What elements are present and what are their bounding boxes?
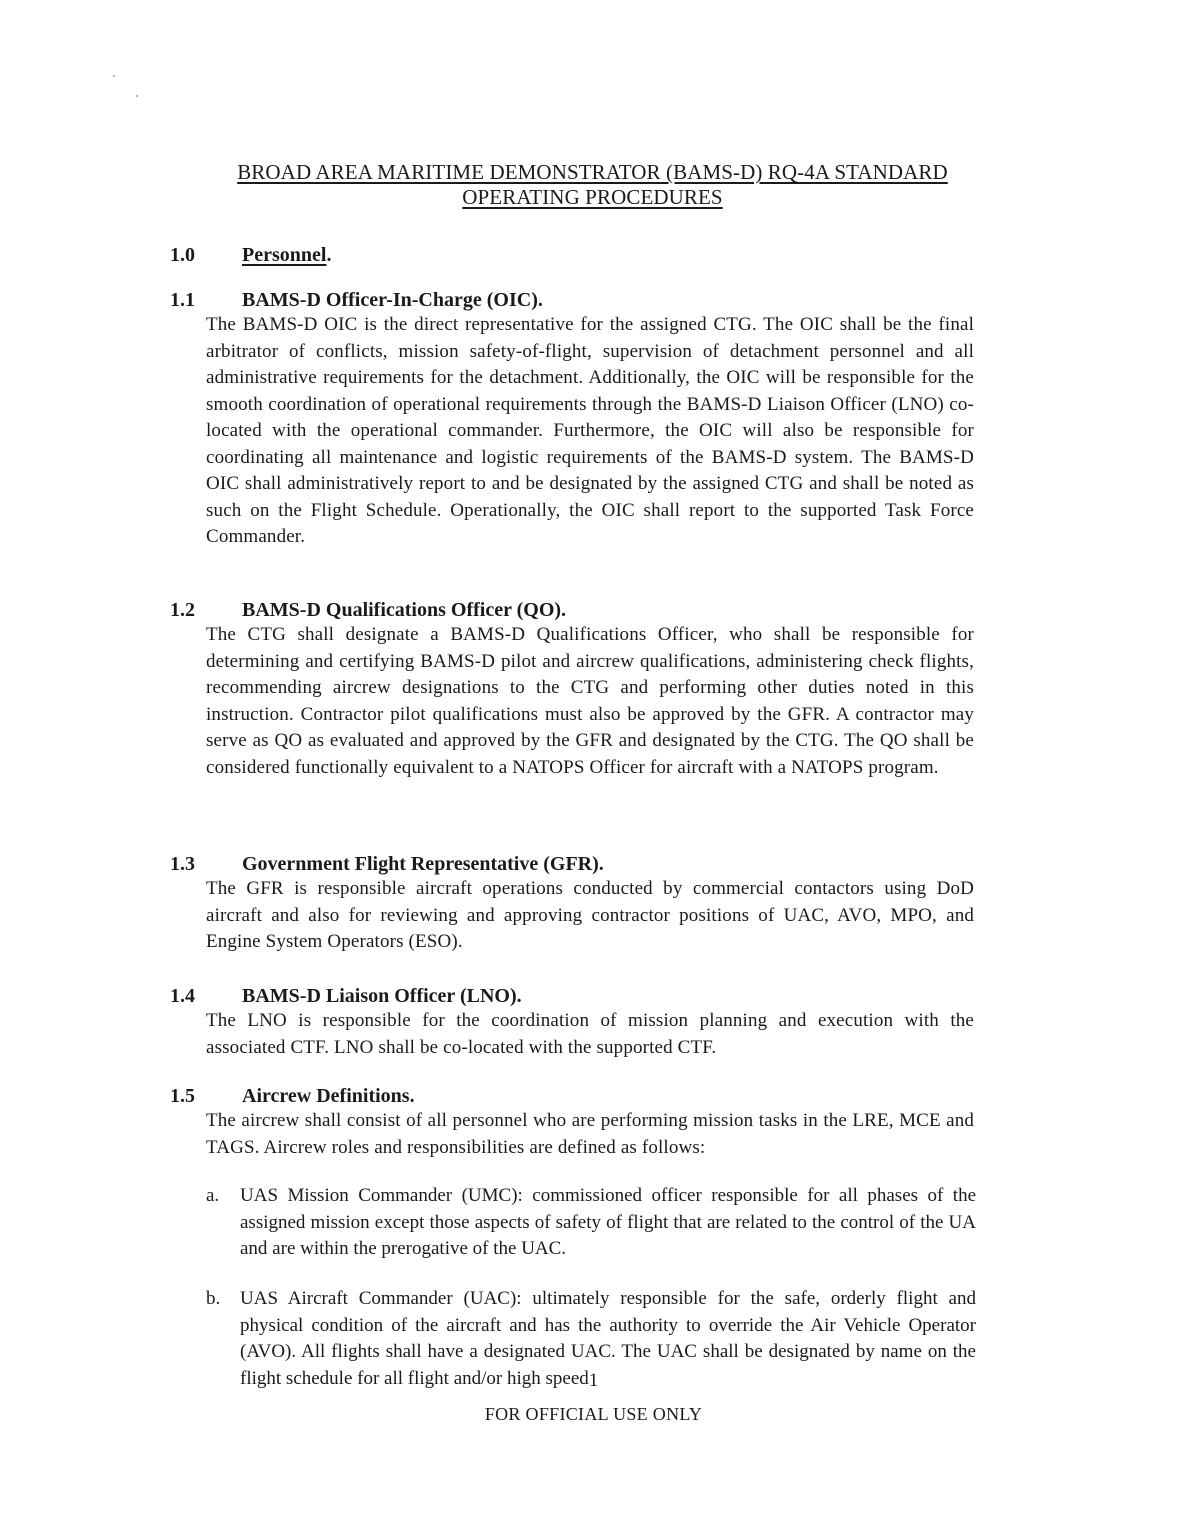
page-number: 1 — [588, 1370, 599, 1391]
title-line-1: BROAD AREA MARITIME DEMONSTRATOR (BAMS-D) RQ-4A STANDARD — [237, 160, 948, 184]
list-item-text: UAS Mission Commander (UMC): commissioned officer responsible for all phases of the assigned mission except those aspects of safety of flight that are related to the control of the UA and are within the prerogative of the UAC. — [240, 1185, 976, 1259]
section-title-suffix: . — [326, 244, 332, 266]
document-title — [150, 160, 1035, 210]
section-1-3-paragraph: The GFR is responsible aircraft operations conducted by commercial contactors using DoD aircraft and also for reviewing and approving contractor positions of UAC, AVO, MPO, and Engine System Operators (ESO). — [206, 878, 974, 952]
section-1-2-paragraph: The CTG shall designate a BAMS-D Qualifications Officer, who shall be responsible for determining and certifying BAMS-D pilot and aircrew qualifications, administering check flights, recommending aircrew designations to the CTG and performing other duties noted in this instruction. Contractor pilot qualifications must also be approved by the GFR. A contractor may serve as QO as evaluated and approved by the GFR and designated by the CTG. The QO shall be considered functionally equivalent to a NATOPS Officer for aircraft with a NATOPS program. — [206, 624, 974, 778]
section-1-2-heading — [170, 598, 566, 622]
section-number: 1.4 — [170, 985, 195, 1007]
section-1-4-heading — [170, 984, 522, 1008]
section-1-5-paragraph: The aircrew shall consist of all personnel who are performing mission tasks in the LRE, MCE and TAGS. Aircrew roles and responsibilities are defined as follows: — [206, 1110, 974, 1158]
list-item — [206, 1183, 976, 1263]
scan-speck — [136, 95, 138, 97]
section-number: 1.2 — [170, 599, 195, 621]
list-marker: a. — [206, 1185, 220, 1206]
section-1-1-paragraph: The BAMS-D OIC is the direct representative for the assigned CTG. The OIC shall be the final arbitrator of conflicts, mission safety-of-flight, supervision of detachment personnel and all administrative requirements for the detachment. Additionally, the OIC will be responsible for the smooth coordination of operational requirements through the BAMS-D Liaison Officer (LNO) co-located with the operational commander. Furthermore, the OIC will also be responsible for coordinating all maintenance and logistic requirements of the BAMS-D system. The BAMS-D OIC shall administratively report to and be designated by the assigned CTG and shall be noted as such on the Flight Schedule. Operationally, the OIC shall report to the supported Task Force Commander. — [206, 314, 974, 547]
section-title: Aircrew Definitions. — [242, 1085, 415, 1107]
section-number: 1.0 — [170, 244, 195, 266]
section-number: 1.1 — [170, 289, 195, 311]
title-line-2: OPERATING PROCEDURES — [462, 185, 723, 209]
section-number: 1.5 — [170, 1085, 195, 1107]
section-title: BAMS-D Liaison Officer (LNO). — [242, 985, 522, 1007]
section-number: 1.3 — [170, 853, 195, 875]
section-1-0-heading — [170, 243, 331, 267]
list-item-text: UAS Aircraft Commander (UAC): ultimately responsible for the safe, orderly flight and physical condition of the aircraft and has the authority to override the Air Vehicle Operator (AVO). All flights shall have a designated UAC. The UAC shall be designated by name on the flight schedule for all flight and/or high speed — [240, 1288, 976, 1389]
section-1-3-heading — [170, 852, 604, 876]
section-1-4-paragraph: The LNO is responsible for the coordination of mission planning and execution with the associated CTF. LNO shall be co-located with the supported CTF. — [206, 1010, 974, 1058]
section-1-1-heading — [170, 288, 543, 312]
section-1-5-heading — [170, 1084, 415, 1108]
section-title: Personnel — [242, 244, 327, 266]
footer-classification: FOR OFFICIAL USE ONLY — [484, 1404, 703, 1424]
section-title: BAMS-D Officer-In-Charge (OIC). — [242, 289, 543, 311]
section-title: BAMS-D Qualifications Officer (QO). — [242, 599, 567, 621]
scan-speck — [113, 75, 115, 77]
section-title: Government Flight Representative (GFR). — [242, 853, 604, 875]
list-marker: b. — [206, 1288, 221, 1309]
